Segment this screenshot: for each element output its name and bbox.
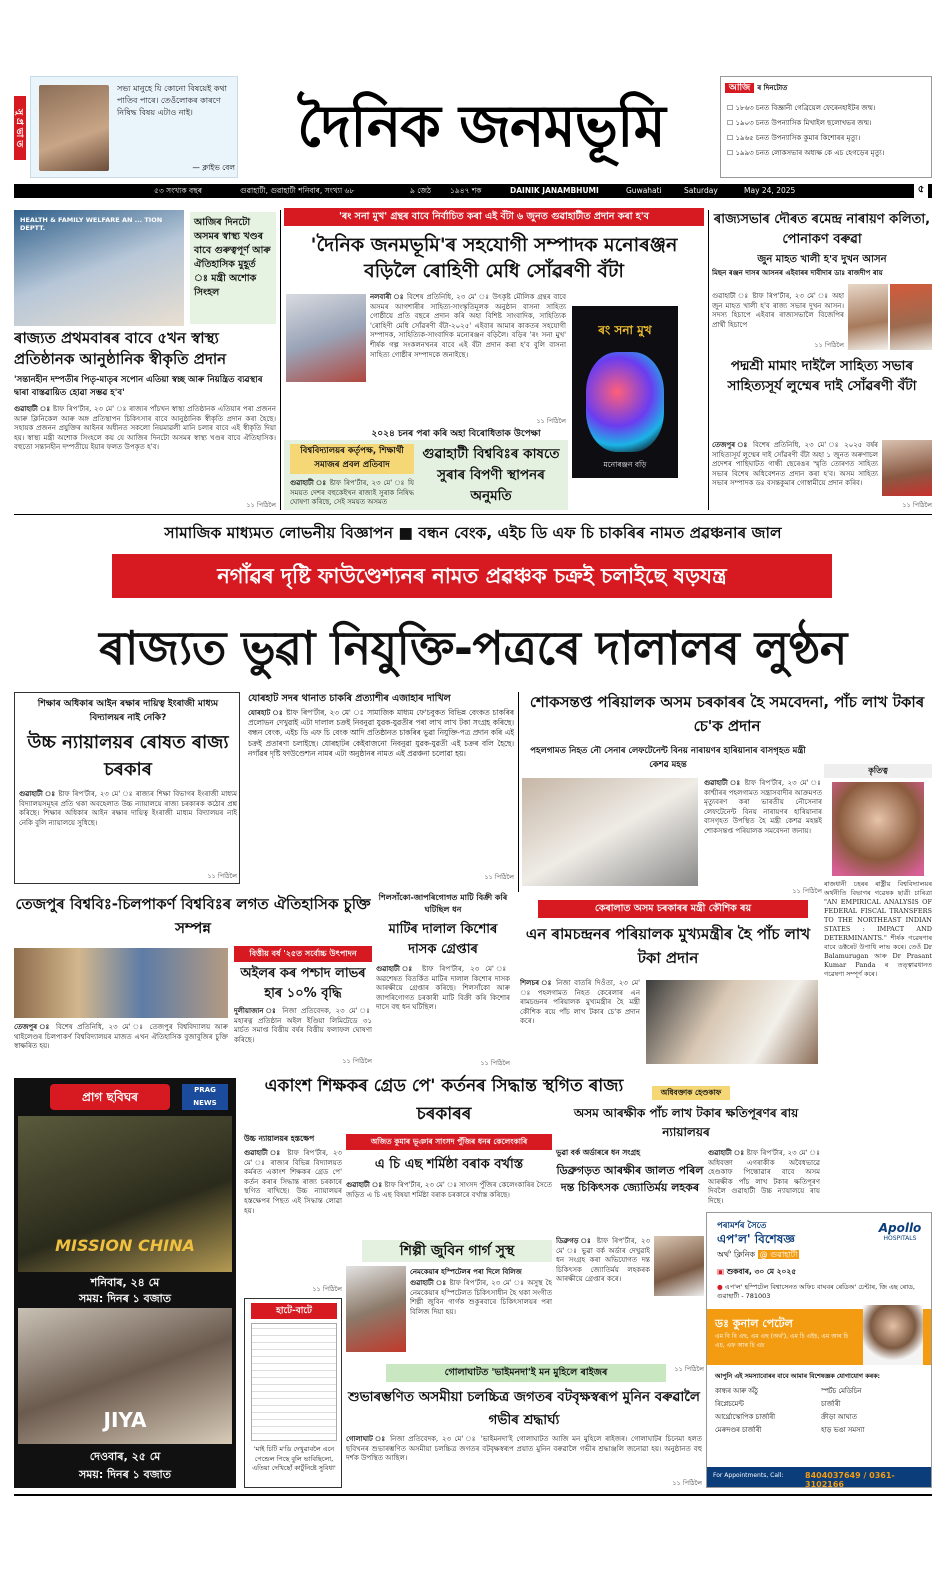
- today-box: [720, 76, 932, 178]
- today-item-text: ১৮৬৩ চনত বিজ্ঞানী গেব্ৰিয়েল ফেৰেনহাইটৰ জন্ম।: [735, 104, 876, 112]
- land-headline: মাটিৰ দালাল কিশোৰ দাসক গ্ৰেপ্তাৰ: [388, 922, 498, 957]
- award-tag: 'ৰং সনা মুখ' গ্ৰন্থৰ বাবে নিৰ্বাচিত কৰা এই বঁটা ৬ জুনত গুৱাহাটীত প্ৰদান কৰা হ'ব: [284, 208, 704, 226]
- zubeen-body-text: ষ্টাফ ৰিপ'ৰ্টাৰ, ২৩ মে' ঃ অসুস্থ হৈ নেমকেয়াৰ হস্পিটেলত চিকিৎসাধীন হৈ থকা সংগীত শিল্পী জুবিন গাৰ্গক শুকুৰবাৰে চিকিৎসালয়ৰ পৰা বিলিজ দিয়া হয়।: [410, 1279, 552, 1316]
- masthead: [14, 76, 932, 182]
- school-story: [14, 692, 240, 884]
- uni-kicker: ২০২৪ চনৰ পৰা কৰি অহা বিৰোধিতাক উপেক্ষা: [371, 429, 541, 439]
- page-number: ৫: [914, 183, 928, 199]
- apollo-head-1: পৰামৰ্শৰ সৈতে: [717, 1221, 767, 1231]
- doctor-story: [556, 1148, 704, 1374]
- service-item: স্পৰ্টচ মেডিচিন: [821, 1387, 862, 1395]
- apollo-doctor-photo: [863, 1305, 923, 1365]
- grade-byline: গুৱাহাটী ঃ: [244, 1148, 283, 1157]
- health-byline: গুৱাহাটী ঃ: [14, 404, 51, 413]
- suprabhat-label: সু প্ৰ ভা ত: [14, 96, 26, 160]
- today-item-text: ১৯৯৩ চনত লোকসভাৰ অধ্যক্ষ কে এচ হেগড়েৰ মৃত্যু।: [735, 149, 885, 157]
- police-tag: অধিবক্তাক হেণ্ডকাফ: [652, 1086, 730, 1100]
- police-body-text: ষ্টাফ ৰিপ'ৰ্টাৰ, ২৩ মে' ঃ অধিবক্তা এগৰাকীক অবৈধভাৱে হেণ্ডকাফ পিন্ধোৱাৰ বাবে অসম আৰক্ষীক পাঁচ লাখ টকাৰ ক্ষতিপূৰণ দিবলৈ গুৱাহাটী উচ্চ ন্যায়ালয়ে ৰায় দিছে।: [708, 1149, 820, 1205]
- apollo-ad[interactable]: [706, 1212, 932, 1488]
- award-byline: নলবাৰী ঃ: [370, 292, 405, 301]
- movie-1-day: শনিবাৰ, ২৪ মে: [90, 1276, 160, 1289]
- vaiman-tag: গোলাঘাটত 'ভাইমনদা'ই মন মুহিলে ৰাইজৰ: [386, 1364, 666, 1382]
- today-header: [725, 80, 787, 96]
- service-item: চাৰ্জাৰী: [821, 1400, 841, 1408]
- uni-headline: গুৱাহাটী বিশ্ববিঃৰ কাষতে সুৰাৰ বিপণী স্থাপনৰ অনুমতি: [422, 446, 560, 504]
- oil-continued[interactable]: ১১ পিঠিলৈ: [342, 1057, 372, 1065]
- apollo-phone-bar[interactable]: [707, 1467, 931, 1487]
- land-body-text: ষ্টাফ ৰিপ'ৰ্টাৰ, ২৩ মে' ঃ অৱশেষত বিতৰ্কিত মাটিৰ দালাল কিশোৰ দাসক আৰক্ষীয়ে গ্ৰেপ্তাৰ কৰিছে। শিলসাঁকো আৰু জাপৰিগোগত চৰকাৰী মাটি বিক্ৰী কৰি কিশোৰ দাসে বহু ধন ঘটিছিল।: [376, 965, 510, 1012]
- apollo-phone[interactable]: 8404037649 / 0361- 3102166: [805, 1471, 895, 1489]
- zubeen-body: [410, 1278, 552, 1350]
- school-kicker: শিক্ষাৰ অধিকাৰ আইন ৰক্ষাৰ দায়িত্ব ইংৰাজী মাধ্যম বিদ্যালয়ৰ নাই নেকি?: [37, 699, 219, 723]
- uni-byline: গুৱাহাটী ঃ: [290, 478, 327, 487]
- section-rule: [14, 514, 932, 515]
- award-continued[interactable]: ১১ পিঠিলৈ: [536, 417, 566, 425]
- newspaper-title: দৈনিক জনমভূমি: [297, 92, 665, 160]
- uni-body-text: ষ্টাফ ৰিপ'ৰ্টাৰ, ২৩ মে' ঃ যি সময়ত দেশৰ বহুকেইখন ৰাজ্যই সুৰাক নিষিদ্ধ ঘোষণা কৰিছে, সেই সময়ত অসমত: [290, 479, 414, 507]
- movie-2-day: দেওবাৰ, ২৫ মে: [89, 1450, 161, 1463]
- rajyasabha-continued[interactable]: ১১ পিঠিলৈ: [814, 341, 844, 349]
- ramachandran-byline: শিলচৰ ঃ: [520, 978, 553, 987]
- vaiman-byline: গোলাঘাট ঃ: [346, 1434, 387, 1443]
- apollo-date-text: শুকবাৰ, ৩০ মে ২০২৫: [726, 1267, 797, 1276]
- vaiman-body-text: নিজা প্ৰতিবেদক, ২৩ মে' ঃ 'ভাইমনদা'ই গোলাঘাটত আজি মন মুহিলে ৰাইজৰ। গোলাঘাটৰ চিনেমা হলত ছবিখনৰ শুভাৰম্ভণিত অসমীয়া চলচ্চিত্ৰ জগতৰ বটবৃক্ষস্বৰূপ প্ৰয়াত মুনিন বৰুৱালৈ গভীৰ শ্ৰদ্ধাঞ্জলি জনোৱা হয়। অনুষ্ঠানত বহু দৰ্শক উপস্থিত আছিল।: [346, 1435, 702, 1463]
- prag-logo: PRAG NEWS: [182, 1084, 228, 1110]
- school-continued[interactable]: ১১ পিঠিলৈ: [207, 872, 237, 880]
- health-story: [14, 210, 276, 510]
- prag-title: প্ৰাগ ছবিঘৰ: [50, 1084, 170, 1110]
- grief-kicker: পহলগামত নিহত নৌ সেনাৰ লেফটেনেন্ট বিনয় নাৰায়ণৰ হাৰিয়ানাৰ বাসগৃহত মন্ত্ৰী কেশৱ মহন্ত: [530, 746, 806, 770]
- ramachandran-story: [516, 922, 820, 1078]
- grade-kicker: উচ্চ ন্যায়ালয়ৰ হস্তক্ষেপ: [244, 1134, 315, 1143]
- dateline-en-day: Saturday: [684, 186, 718, 195]
- school-headline: উচ্চ ন্যায়ালয়ৰ ৰোষত ৰাজ্য চৰকাৰ: [27, 732, 229, 780]
- police-body: [708, 1148, 820, 1208]
- movie-2-time: সময়: দিনৰ ১ বজাত: [79, 1468, 171, 1481]
- dateline-year: ৫৩ সংখ্যক বছৰ: [154, 186, 202, 195]
- award-portrait: [286, 294, 366, 382]
- sarma-body: [346, 1180, 552, 1230]
- service-item: আৰ্থ্ৰোস্কোপিক চাৰ্জাৰী: [715, 1413, 776, 1421]
- vaiman-continued[interactable]: ১১ পিঠিলৈ: [672, 1479, 702, 1487]
- ramachandran-headline: এন ৰামচন্দ্ৰনৰ পৰিয়ালক মুখ্যমন্ত্ৰীৰ হৈ পাঁচ লাখ টকা প্ৰদান: [525, 925, 811, 967]
- apollo-brand-sub: HOSPITALS: [883, 1235, 917, 1242]
- school-body: [19, 789, 237, 871]
- movie-poster-1: [18, 1116, 232, 1272]
- grade-headline: একাংশ শিক্ষকৰ গ্ৰেড পে' কৰ্তনৰ সিদ্ধান্ত স্থগিত ৰাজ্য চৰকাৰৰ: [264, 1076, 624, 1124]
- dateline-en-name: DAINIK JANAMBHUMI: [510, 186, 599, 195]
- zubeen-headline: শিল্পী জুবিন গাৰ্গ সুস্থ: [362, 1240, 552, 1262]
- oil-box: [234, 946, 372, 1064]
- apollo-city: @ গুৱাহাটী: [759, 1250, 798, 1259]
- fake-body-text: ষ্টাফ ৰিপ'ৰ্টাৰ, ২৩ মে' ঃ সামাজিক মাধ্যম ফে'চবুকত বিভিন্ন বেংকত চাকৰিৰ প্ৰলোভন দেখুৱাই এটা দালাল চক্ৰই নিবনুৱা যুৱক-যুৱতীৰ পৰা লাখ লাখ টকা সংগ্ৰহ কৰিছে। বন্ধন বেংক, এইচ ডি এফ চি বেংক আদি প্ৰতিষ্ঠানত চাকৰিৰ ভুৱা নিযুক্তি-পত্ৰ প্ৰদান কৰি এই চক্ৰই প্ৰতাৰণা চলাইছে। যোৰহাটৰ কেইবাজনো নিবনুৱা যুৱক-যুৱতী এই চক্ৰৰ বলি হৈছে। নগাঁৱৰ দৃষ্টি ফাউণ্ডেশ্যন নামৰ এটা অনুষ্ঠানৰ নামত এই প্ৰৱঞ্চনা চলোৱা হয়।: [248, 708, 514, 758]
- today-list: [727, 101, 929, 161]
- grief-byline: গুৱাহাটী ঃ: [704, 778, 742, 787]
- apollo-doctor-band: [707, 1309, 931, 1365]
- today-sub: ৰ দিনটোত: [757, 84, 788, 92]
- scam-red-headline: নগাঁৱৰ দৃষ্টি ফাউণ্ডেশ্যনৰ নামত প্ৰৱঞ্চক চক্ৰই চলাইছে ষড়যন্ত্ৰ: [112, 554, 832, 598]
- hatebat-tag: হাটে-বাটে: [251, 1303, 337, 1319]
- dateline-place: গুৱাহাটী, গুৱাহাটী শনিবাৰ, সংখ্যা ৬৮: [240, 186, 355, 195]
- service-item: মেৰুদণ্ডৰ চাৰ্জাৰী: [715, 1426, 762, 1434]
- award-body: [370, 292, 566, 416]
- kritit-tag: কৃতিত্ব: [824, 764, 932, 778]
- padmashree-byline: তেজপুৰ ঃ: [712, 440, 750, 449]
- grief-photo: [522, 778, 698, 886]
- kritit-body: ৰাজধানী চহৰৰ ৰাষ্ট্ৰীয় বিশ্ববিদ্যালয়ৰ অৰ্থনীতি বিভাগৰ গৱেষক ছাত্ৰী চাৰিত্ৰা "AN EMPIRICAL ANALYSIS OF FEDERAL FISCAL TRANSFERS TO THE NORTHEAST INDIAN STATES : IMPACT AND DETERMINANTS." শীৰ্ষক গৱেষণাৰ বাবে ডক্টৰেট উপাধি লাভ কৰে। তেওঁ Dr Balamurugan আৰু Dr Prasant Kumar Panda ৰ তত্ত্বাৱধানত গৱেষণা সম্পূৰ্ণ কৰে।: [824, 880, 932, 978]
- sarma-body-text: ষ্টাফ ৰিপ'ৰ্টাৰ, ২৩ মে' ঃ সাংসদ পুঁজিৰ কেলেংকাৰিৰ সৈতে জড়িত এ চি এছ বিষয়া শৰ্মিষ্ঠা বৰাক চৰকাৰে বৰ্খাস্ত কৰিছে।: [346, 1181, 552, 1199]
- service-item: হাড় ভঙা সমস্যা: [821, 1426, 865, 1434]
- doctor-byline: ডিব্ৰুগড় ঃ: [556, 1236, 593, 1245]
- movie-2-title: JIYA: [103, 1408, 147, 1432]
- book-title: ৰং সনা মুখ: [598, 323, 652, 337]
- tezu-photo: [14, 948, 228, 1018]
- dateline-en-date: May 24, 2025: [744, 186, 796, 195]
- land-body: [376, 964, 510, 1060]
- today-item-text: ১৯৬৫ চনত উপন্যাসিক কুমাৰ কিশোৰৰ মৃত্যু।: [735, 134, 861, 142]
- doctor-body: [556, 1236, 650, 1366]
- zubeen-photo: [346, 1266, 406, 1352]
- sarma-story: [346, 1134, 552, 1234]
- dateline: [14, 184, 932, 198]
- grade-body: [244, 1148, 342, 1286]
- calendar-icon: ▣: [717, 1267, 725, 1276]
- rajyasabha-kicker: মিছন ৰঞ্জন দাসৰ আসনৰ এইবাৰৰ দাবীদাৰ ডাঃ ৰাজদীপ ৰায়: [712, 269, 883, 277]
- service-item: ক্ৰীড়া আঘাত: [821, 1413, 857, 1421]
- police-headline: অসম আৰক্ষীক পাঁচ লাখ টকাৰ ক্ষতিপূৰণৰ ৰায় ন্যায়ালয়ৰ: [573, 1106, 799, 1139]
- rajyasabha-portrait-2: [890, 284, 932, 350]
- police-story: [556, 1086, 816, 1146]
- sarma-headline: এ চি এছ শৰ্মিষ্ঠা বৰাক বৰ্খাস্ত: [374, 1157, 524, 1172]
- movie-poster-2: [18, 1308, 232, 1444]
- fake-body: [248, 708, 514, 872]
- service-item: ৰিপ্লেচমেন্ট: [715, 1400, 744, 1408]
- zubeen-byline: গুৱাহাটী ঃ: [410, 1278, 447, 1287]
- padmashree-portrait: [882, 440, 932, 496]
- doctor-body-text: ষ্টাফ ৰিপ'ৰ্টাৰ, ২৩ মে' ঃ ভুৱা বৰ্ক অৰ্ডাৰ দেখুৱাই ধন সংগ্ৰহ কৰা অভিযোগত দন্ত চিকিৎসক জ্যোতিৰ্ময় লহকৰক আৰক্ষীয়ে গ্ৰেপ্তাৰ কৰে।: [556, 1237, 650, 1284]
- school-byline: গুৱাহাটী ঃ: [19, 789, 56, 798]
- tezu-story: [14, 892, 372, 1068]
- apollo-sub: [717, 1249, 857, 1262]
- apollo-brand: Apollo: [878, 1221, 922, 1235]
- page-bottom-rule: [14, 1494, 932, 1496]
- fake-kicker: যোৰহাট সদৰ থানাত চাকৰি প্ৰত্যাশীৰ এজাহাৰ দাখিল: [248, 693, 451, 704]
- award-headline: 'দৈনিক জনমভূমি'ৰ সহযোগী সম্পাদক মনোৰঞ্জন বড়িলৈ ৰোহিণী মেধি সোঁৱৰণী বঁটা: [310, 234, 678, 282]
- apollo-date: [717, 1267, 917, 1279]
- health-subhead: 'সন্তানহীন দম্পতীৰ পিতৃ-মাতৃৰ সপোন এতিয়া স্বচ্ছ আৰু নিয়ন্ত্ৰিত ব্যৱস্থাৰ দ্বাৰা বাস্তৱায়িত হোৱা সম্ভৱ হ'ব': [14, 375, 263, 398]
- award-story: [284, 208, 704, 510]
- apollo-address: [717, 1283, 927, 1301]
- fake-story: [248, 692, 514, 884]
- doctor-photo: [654, 1236, 704, 1296]
- health-quote-box: আজিৰ দিনটো অসমৰ স্বাস্থ্য খণ্ডৰ বাবে গুৰুত্বপূৰ্ণ আৰু ঐতিহাসিক মুহূৰ্ত ঃ মন্ত্ৰী অশোক সিংহল: [190, 212, 276, 324]
- scam-strapline: সামাজিক মাধ্যমত লোভনীয় বিজ্ঞাপন ■ বন্ধন বেংক, এইচ ডি এফ চি চাকৰিৰ নামত প্ৰৱঞ্চনাৰ জাল: [164, 524, 782, 542]
- uni-tag: বিশ্ববিদ্যালয়ৰ কৰ্তৃপক্ষ, শিক্ষাৰ্থী সমাজৰ প্ৰবল প্ৰতিবাদ: [290, 444, 414, 474]
- grade-continued[interactable]: ১১ পিঠিলৈ: [312, 1285, 342, 1293]
- grade-body-text: ষ্টাফ ৰিপ'ৰ্টাৰ, ২৩ মে' ঃ ৰাজ্যৰ বিভিন্ন বিদ্যালয়ত কৰ্মৰত একাংশ শিক্ষকৰ গ্ৰেড পে' কৰ্তন কৰাৰ সিদ্ধান্ত ৰাজ্য চৰকাৰে স্থগিত ৰাখিছে। উচ্চ ন্যায়ালয়ৰ হস্তক্ষেপৰ পিছত এই সিদ্ধান্ত লোৱা হয়।: [244, 1149, 342, 1215]
- quote-author-portrait: [39, 85, 109, 171]
- oil-tag: বিত্তীয় বৰ্ষ '২৫ত সৰ্বোচ্চ উৎপাদন: [234, 946, 372, 962]
- land-kicker: শিলসাঁকো-জাপৰিগোগত মাটি বিক্ৰী কৰি ঘটিছিল ধন: [378, 893, 508, 914]
- today-item: ☐ ১৯৬৫ চনত উপন্যাসিক কুমাৰ কিশোৰৰ মৃত্যু।: [727, 134, 861, 142]
- today-item: ☐ ১৯০৩ চনত উপন্যাসিক মিখাইল ছলোখভৰ জন্ম।: [727, 119, 872, 127]
- column-rule: [280, 210, 281, 510]
- tezu-body-text: বিশেষ প্ৰতিনিধি, ২৩ মে' ঃ তেজপুৰ বিশ্ববিদ্যালয় আৰু থাইলেণ্ডৰ চিলপাকৰ্ণ বিশ্ববিদ্যালয়ৰ মাজত এখন ঐতিহাসিক বুজাবুজিৰ চুক্তি স্বাক্ষৰিত হয়।: [14, 1023, 228, 1051]
- health-photo: [14, 210, 184, 326]
- ramachandran-body-text: নিজা বাতৰি দিওঁতা, ২৩ মে' ঃ পহলগামত নিহত কেৰেলাৰ এন ৰামচন্দ্ৰনৰ পৰিয়ালক মুখ্যমন্ত্ৰীৰ হৈ মন্ত্ৰী কৌশিক ৰয়ে পাঁচ লাখ টকাৰ চে'ক প্ৰদান কৰে।: [520, 979, 640, 1026]
- grief-continued[interactable]: ১১ পিঠিলৈ: [792, 887, 822, 895]
- apollo-doctor-name: ডঃ কুনাল পেটেল: [715, 1317, 793, 1330]
- padmashree-headline: পদ্মশ্ৰী মামাং দাইলৈ সাহিত্য সভাৰ সাহিত্যসূৰ্য লুম্মেৰ দাই সোঁৱৰণী বঁটা: [727, 358, 917, 394]
- quote-author: — ক্লাইভ বেল: [192, 163, 235, 172]
- tezu-byline: তেজপুৰ ঃ: [14, 1022, 52, 1031]
- column-rule: [708, 210, 709, 510]
- health-headline: ৰাজ্যত প্ৰথমবাৰৰ বাবে ৫খন স্বাস্থ্য প্ৰতিষ্ঠানক আনুষ্ঠানিক স্বীকৃতি প্ৰদান: [14, 329, 227, 368]
- vaiman-headline: শুভাৰম্ভণিত অসমীয়া চলচ্চিত্ৰ জগতৰ বটবৃক্ষস্বৰূপ মুনিন বৰুৱালৈ গভীৰ শ্ৰদ্ধাৰ্ঘ্য: [348, 1389, 700, 1428]
- apollo-logo: [871, 1221, 929, 1255]
- grief-headline: শোকসন্তপ্ত পৰিয়ালক অসম চৰকাৰৰ হৈ সমবেদনা, পাঁচ লাখ টকাৰ চে'ক প্ৰদান: [529, 693, 925, 735]
- rajyasabha-headline: ৰাজ্যসভাৰ দৌৰত ৰমেন্দ্ৰ নাৰায়ণ কলিতা, পোনাকণ বৰুৱা: [713, 212, 931, 247]
- kritit-story: [824, 764, 932, 1004]
- fake-continued[interactable]: ১১ পিঠিলৈ: [484, 873, 514, 881]
- health-body: [14, 404, 276, 500]
- hatebat-cartoon: [244, 1298, 342, 1488]
- kritit-portrait: [832, 782, 924, 876]
- book-author: মনোৰঞ্জন বড়ি: [603, 460, 647, 469]
- dateline-year2: ১৯৪৭ শক: [450, 186, 482, 195]
- rajyasabha-story: [712, 208, 932, 510]
- oil-headline: অইলৰ কৰ পশ্চাদ লাভৰ হাৰ ১০% বৃদ্ধি: [240, 966, 366, 1001]
- quote-text: সভ্য মানুহে যি কোনো বিষয়েই কথা পাতিব পাৰে। তেওঁলোকৰ কাৰণে নিষিদ্ধ বিষয় এটাও নাই।: [117, 84, 227, 117]
- uni-box: [284, 440, 568, 510]
- police-byline: গুৱাহাটী ঃ: [708, 1148, 745, 1157]
- sarma-byline: গুৱাহাটী ঃ: [346, 1180, 383, 1189]
- rajyasabha-portrait-1: [848, 284, 888, 350]
- land-story: [376, 892, 510, 1068]
- oil-body: [234, 1006, 372, 1056]
- cartoon-drawing: [251, 1323, 337, 1441]
- sarma-tag: অজিত কুমাৰ ভূঞাৰ সাংসদ পুঁজিৰ ধনৰ কেলেংকাৰি: [346, 1134, 552, 1150]
- dateline-en-city: Guwahati: [626, 186, 662, 195]
- book-art: [586, 352, 664, 452]
- health-continued[interactable]: ১১ পিঠিলৈ: [246, 501, 276, 509]
- padmashree-body: [712, 440, 878, 500]
- location-icon: ●: [717, 1283, 723, 1291]
- today-item-text: ১৯০৩ চনত উপন্যাসিক মিখাইল ছলোখভৰ জন্ম।: [735, 119, 872, 127]
- today-head: আজি: [725, 83, 754, 93]
- award-body-text: বিশেষ প্ৰতিনিধি, ২৩ মে' ঃ উৎকৃষ্ট মৌলিক গ্ৰন্থৰ বাবে অসমৰ আগশাৰীৰ সাহিত্য-সাংস্কৃতিমূলক অনুষ্ঠান বাসনা সাহিত্য গোষ্ঠীয়ে প্ৰতি বছৰে প্ৰদান কৰি অহা বিশিষ্ট সাংবাদিক, সাহিত্যিক 'ৰোহিণী মেধি সোঁৱৰণী বঁটা-২০২৫' এইবাৰ আমাৰ কাকতৰ সহযোগী সম্পাদক, সাহিত্যিক-সাংবাদিক মনোৰঞ্জন বড়িলৈ। বড়িৰ 'ৰং সনা মুখ' শীৰ্ষক গল্প সংকলনখনৰ বাবে এই বঁটা প্ৰদান কৰা হ'ব বুলি বাসনা সাহিত্য গোষ্ঠীৰ সম্পাদকে জনাইছে।: [370, 293, 566, 359]
- apollo-sub-text: অৰ্থ' ক্লিনিক: [717, 1250, 756, 1259]
- oil-body-text: নিজা প্ৰতিবেদক, ২৩ মে' ঃ মহাৰত্ন প্ৰতিষ্ঠান অইল ইণ্ডিয়া লিমিটেডে ৩১ মাৰ্চত সমাপ্ত বিত্তীয় বৰ্ষৰ বিত্তীয় ফলাফল ঘোষণা কৰিছে।: [234, 1007, 372, 1044]
- zubeen-story: [346, 1240, 552, 1358]
- grief-tag: কেৰালাত অসম চৰকাৰৰ মন্ত্ৰী কৌশিক ৰয়: [538, 900, 808, 918]
- land-byline: গুৱাহাটী ঃ: [376, 964, 416, 973]
- grief-body: [704, 778, 822, 882]
- doctor-kicker: ভুৱা বৰ্ক অৰ্ডাৰৰে ধন সংগ্ৰহ: [556, 1148, 641, 1157]
- service-item: কান্ধৰ আৰু অঁঠু: [715, 1387, 758, 1395]
- padmashree-continued[interactable]: ১১ পিঠিলৈ: [902, 501, 932, 509]
- movie-1-time: সময়: দিনৰ ১ বজাত: [79, 1292, 171, 1305]
- today-item: ☐ ১৯৯৩ চনত লোকসভাৰ অধ্যক্ষ কে এচ হেগড়েৰ মৃত্যু।: [727, 149, 885, 157]
- health-body-text: ষ্টাফ ৰিপ'ৰ্টাৰ, ২৩ মে' ঃ ৰাজ্যৰ পাঁচখন স্বাস্থ্য প্ৰতিষ্ঠানক এতিয়াৰ পৰা প্ৰজনন আৰু ক্লিনিকেল আৰু অঙ্গ প্ৰতিস্থাপন চিকিৎসাৰ বাবে আনুষ্ঠানিক স্বীকৃতি প্ৰদান কৰা হৈছে। সহায়ক প্ৰজনন প্ৰযুক্তিৰ আইনৰ অধীনত সকলো নিয়মাৱলী মানি চলাৰ বাবে এই স্বীকৃতি দিয়া হয়। স্বাস্থ্য মন্ত্ৰী অশোক সিংহলে কয় যে আজিৰ দিনটো অসমৰ স্বাস্থ্য খণ্ডৰ বাবে ঐতিহাসিক। বহুতো সন্তানহীন দম্পতীয়ে ইয়াৰ ফলত উপকৃত হ'ব।: [14, 405, 276, 452]
- uni-body: [290, 478, 414, 508]
- zubeen-kicker: নেমকেয়াৰ হস্পিটেলৰ পৰা দিলে বিলিজ: [410, 1268, 522, 1276]
- tezu-body: [14, 1022, 228, 1062]
- rajyasabha-subhead: জুন মাহত খালী হ'ব দুখন আসন: [757, 254, 887, 265]
- land-continued[interactable]: ১১ পিঠিলৈ: [480, 1059, 510, 1067]
- vaiman-body: [346, 1434, 702, 1478]
- apollo-consult: আপুনি এই সমস্যাবোৰৰ বাবে আমাৰ বিশেষজ্ঞক যোগাযোগ কৰক:: [715, 1373, 881, 1380]
- apollo-doctor-qual: এম বি বি এছ, এম এছ (অৰ্থ'), এম চি এইচ, এম আৰ চি এচ, এফ আৰ চি এচ: [715, 1333, 849, 1349]
- column-rule: [518, 692, 519, 892]
- cartoon-caption: 'মাই চিটি ম'ডি দেখুৱাবলৈ এনে পেন্ডেল পিছে বুলি ভাবিছিলো, এতিয়া দেখিছোঁ কাৰ্টুনিষ্টে সুবিধা': [252, 1445, 336, 1472]
- apollo-phone-label: For Appointments, Call:: [713, 1472, 784, 1479]
- ramachandran-photo: [646, 980, 818, 1064]
- movie-1-title: MISSION CHINA: [55, 1236, 195, 1255]
- book-cover: [572, 306, 678, 478]
- quote-box: [30, 76, 238, 178]
- oil-byline: দুলীয়াজান ঃ: [234, 1006, 278, 1015]
- apollo-address-text: এপ'ল' হস্পিটেল বিশ্বাসেনত অফিচ বাঘবৰ ৰেডিঅ' চেন্টাৰ, জি এছ ৰোড, গুৱাহাটী - 781003: [717, 1283, 915, 1300]
- school-body-text: ষ্টাফ ৰিপ'ৰ্টাৰ, ২৩ মে' ঃ ৰাজ্যৰ শিক্ষা বিভাগৰ ইংৰাজী মাধ্যম বিদ্যালয়সমূহৰ প্ৰতি থকা অবহেলাত উচ্চ ন্যায়ালয়ে ৰাজ্য চৰকাৰক কঠোৰ প্ৰশ্ন কৰিছে। শিক্ষাৰ অধিকাৰ আইন ৰক্ষাৰ দায়িত্ব ইংৰাজী মাধ্যম বিদ্যালয়ৰ নাই নেকি বুলি ন্যায়ালয়ে সুধিছে।: [19, 790, 237, 827]
- rajyasabha-body: গুৱাহাটী ঃ ষ্টাফ ৰিপ'ৰ্টাৰ, ২৩ মে' ঃ অহা জুন মাহত খালী হ'ব ৰাজ্য সভাৰ দুখন আসন। সদস্য হিচাপে এইবাৰ ৰাজ্যসভালৈ বিজেপিৰ প্ৰাৰ্থী হিচাপে: [712, 292, 844, 329]
- grief-body-text: ষ্টাফ ৰিপ'ৰ্টাৰ, ২৩ মে' ঃ কাশ্মীৰৰ পহলগামত সন্ত্ৰাসবাদীৰ আক্ৰমণত মৃত্যুবৰণ কৰা ভাৰতীয় নৌসেনাৰ লেফটেনেন্ট বিনয় নাৰায়ণৰ হাৰিয়ানাৰ বাসগৃহত উপস্থিত হৈ মন্ত্ৰী কেশৱ মহন্তই শোকসন্তপ্ত পৰিয়ালক সমবেদনা জনায়।: [704, 779, 822, 835]
- tezu-headline: তেজপুৰ বিশ্ববিঃ-চিলপাকৰ্ণ বিশ্ববিঃৰ লগত ঐতিহাসিক চুক্তি সম্পন্ন: [15, 895, 371, 937]
- lead-headline: ৰাজ্যত ভুৱা নিযুক্তি-পত্ৰৰে দালালৰ লুণ্ঠন: [99, 621, 847, 675]
- apollo-services: [715, 1385, 927, 1437]
- today-item: ☐ ১৮৬৩ চনত বিজ্ঞানী গেব্ৰিয়েল ফেৰেনহাইটৰ জন্ম।: [727, 104, 876, 112]
- apollo-head-2: এপ'ল' বিশেষজ্ঞ: [717, 1232, 795, 1246]
- grade-story: [244, 1134, 342, 1294]
- vaiman-story: [346, 1364, 702, 1488]
- ramachandran-body: [520, 978, 640, 1078]
- dateline-date: ৯ জেঠ: [410, 186, 432, 195]
- padmashree-body-text: বিশেষ প্ৰতিনিধি, ২৩ মে' ঃ ২০২৫ বৰ্ষৰ সাহিত্যসূৰ্য লুম্মেৰ দাই সোঁৱৰণী বঁটা অহা ১ জুনত অৰুণাচল প্ৰদেশৰ পাছিঘাটত গান্ধী ছেৰেঙৰ স্মৃতি তোৰণত সাহিত্য সভাৰ বিশেষ অধিবেশনত প্ৰদান কৰা হ'ব। অসম সাহিত্য সভাৰ সম্পাদক ডঃ বসন্তকুমাৰ গোস্বামীয়ে প্ৰদান কৰিব।: [712, 441, 878, 488]
- health-photo-caption: HEALTH & FAMILY WELFARE AN ... TION DEPTT.: [20, 216, 163, 232]
- prag-ad: [14, 1078, 236, 1488]
- doctor-continued[interactable]: ১১ পিঠিলৈ: [674, 1365, 704, 1373]
- fake-byline: যোৰহাট ঃ: [248, 708, 284, 717]
- doctor-headline: ডিব্ৰুগড়ত আৰক্ষীৰ জালত পৰিল দন্ত চিকিৎসক জ্যোতিৰ্ময় লহকৰ: [556, 1164, 704, 1194]
